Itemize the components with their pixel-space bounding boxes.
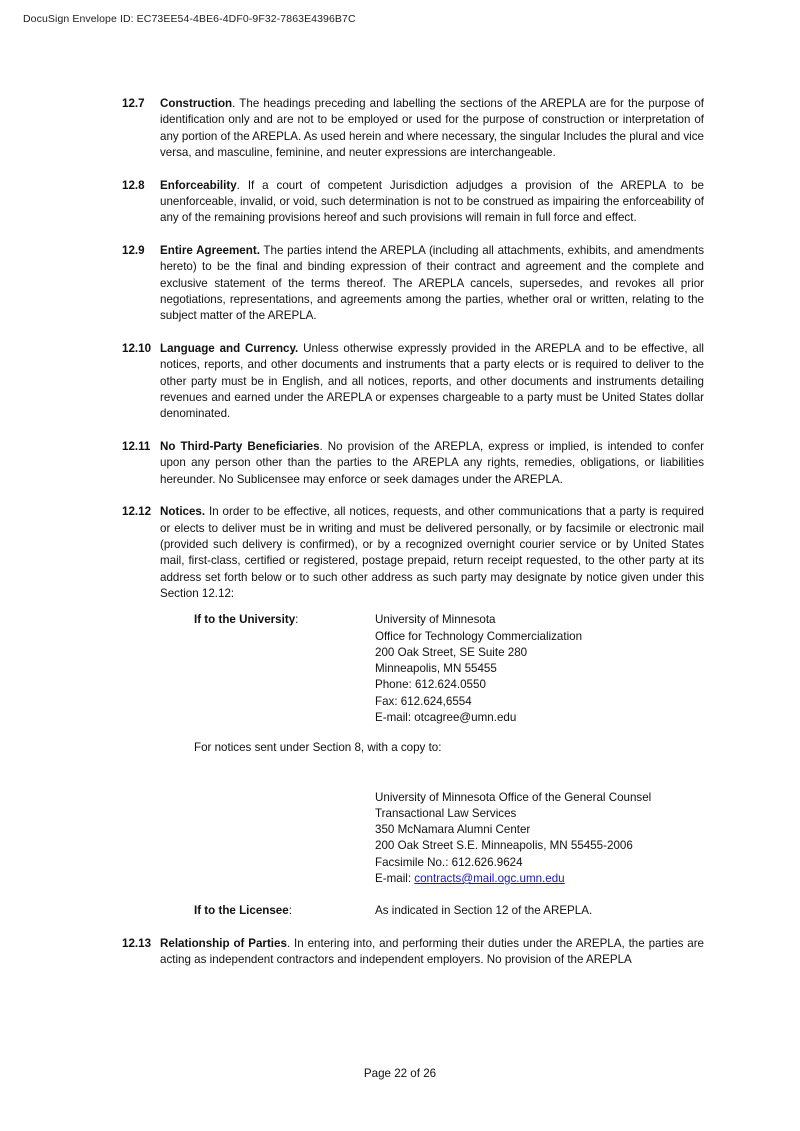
university-label: If to the University: xyxy=(194,613,299,627)
licensee-notice-row xyxy=(194,903,704,919)
counsel-address xyxy=(122,790,704,888)
address-line: Office for Technology Commercialization xyxy=(375,629,583,643)
page-number: Page 22 of 26 xyxy=(363,1067,437,1080)
section-title: Enforceability xyxy=(160,178,237,192)
section-12-11 xyxy=(122,439,704,488)
licensee-value: As indicated in Section 12 of the AREPLA. xyxy=(375,904,593,918)
address-line: University of Minnesota Office of the General Counsel xyxy=(375,790,652,804)
section-text: The parties intend the AREPLA (including all attachments, exhibits, and amendments hereto) to be the final and binding expression of their contract and agreement and the complete and exclusive statement of the terms thereof. The AREPLA cancels, supersedes, and revokes all prior negotiations, representations, and agreements among the parties, whether oral or written, relating to the subject matter of the AREPLA. xyxy=(160,244,704,323)
section-text: In order to be effective, all notices, requests, and other communications that a party is required or elects to deliver must be in writing and must be delivered personally, or by facsimile or electronic mail (provided such delivery is confirmed), or by a recognized overnight courier service or by United States mail, first-class, certified or registered, postage prepaid, return receipt requested, to the other party at its address set forth below or to such other address as such party may designate by notice given under this Section 12.12: xyxy=(160,505,704,600)
phone-line: Phone: 612.624.0550 xyxy=(375,678,486,692)
address-line: 350 McNamara Alumni Center xyxy=(375,823,531,837)
section-title: Notices. xyxy=(160,505,206,519)
section-title: Language and Currency. xyxy=(160,342,299,356)
counsel-email-link[interactable]: contracts@mail.ogc.umn.edu xyxy=(414,872,565,886)
address-line: Minneapolis, MN 55455 xyxy=(375,662,497,676)
section-text: . No provision of the AREPLA, express or implied, is intended to confer upon any person other than the parties to the AREPLA any rights, remedies, obligations, or liabilities hereunder. No Sublicensee may enforce or seek damages under the AREPLA. xyxy=(160,440,704,486)
licensee-notice xyxy=(122,903,704,919)
section-number: 12.9 xyxy=(122,244,145,258)
copy-note: For notices sent under Section 8, with a copy to: xyxy=(194,741,442,755)
address-line: Transactional Law Services xyxy=(375,806,517,820)
section-12-12 xyxy=(122,504,704,602)
section-number: 12.13 xyxy=(122,936,152,950)
section-text: . If a court of competent Jurisdiction adjudges a provision of the AREPLA to be unenforceable, invalid, or void, such determination is not to be construed as impairing the enforceability of any of the remaining provisions hereof and such provisions will remain in full force and effect. xyxy=(160,178,704,225)
email-line: E-mail: otcagree@umn.edu xyxy=(375,711,517,724)
section-number: 12.7 xyxy=(122,97,145,110)
university-notice-row xyxy=(194,612,704,726)
address-line: 200 Oak Street, SE Suite 280 xyxy=(375,645,528,659)
address-line: 200 Oak Street S.E. Minneapolis, MN 55455-2006 xyxy=(375,839,633,853)
section-number: 12.10 xyxy=(122,342,152,356)
section-12-8 xyxy=(122,178,704,227)
section-number: 12.12 xyxy=(122,505,152,519)
section-text: . The headings preceding and labelling the sections of the AREPLA are for the purpose of identification only and are not to be employed or used for the purpose of construction or interpretation of any portion of the AREPLA. As used herein and where necessary, the singular Includes the plural and vice versa, and masculine, feminine, and neuter expressions are interchangeable. xyxy=(160,97,704,159)
fax-line: Facsimile No.: 612.626.9624 xyxy=(375,855,523,869)
notice-addresses xyxy=(122,612,704,726)
section-title: Construction xyxy=(160,97,233,110)
email-line: E-mail: contracts@mail.ogc.umn.edu xyxy=(375,872,565,886)
section-number: 12.11 xyxy=(122,440,151,454)
licensee-label: If to the Licensee: xyxy=(194,904,292,918)
section-12-7 xyxy=(122,96,704,161)
section-number: 12.8 xyxy=(122,178,145,192)
section-12-13 xyxy=(122,936,704,969)
document-body xyxy=(122,96,704,985)
section-12-10 xyxy=(122,341,704,422)
fax-line: Fax: 612.624,6554 xyxy=(375,694,472,708)
section-title: No Third-Party Beneficiaries xyxy=(160,440,320,454)
university-address xyxy=(375,612,704,726)
address-line: University of Minnesota xyxy=(375,613,496,627)
section-text: . In entering into, and performing their duties under the AREPLA, the parties are acting as independent contractors and independent employers. No provision of the AREPLA xyxy=(160,936,705,966)
section-text: Unless otherwise expressly provided in the AREPLA and to be effective, all notices, reports, and other documents and instruments that a party elects or is required to deliver to the other party must be in English, and all notices, reports, and other documents and instruments detailing revenues and earned under the AREPLA or expenses chargeable to a party must be United States dollar denominated. xyxy=(160,342,704,421)
section-12-9 xyxy=(122,243,704,324)
section-title: Entire Agreement. xyxy=(160,244,260,258)
section-title: Relationship of Parties xyxy=(160,936,287,950)
docusign-envelope-id: DocuSign Envelope ID: EC73EE54-4BE6-4DF0-9F32-7863E4396B7C xyxy=(23,13,356,25)
